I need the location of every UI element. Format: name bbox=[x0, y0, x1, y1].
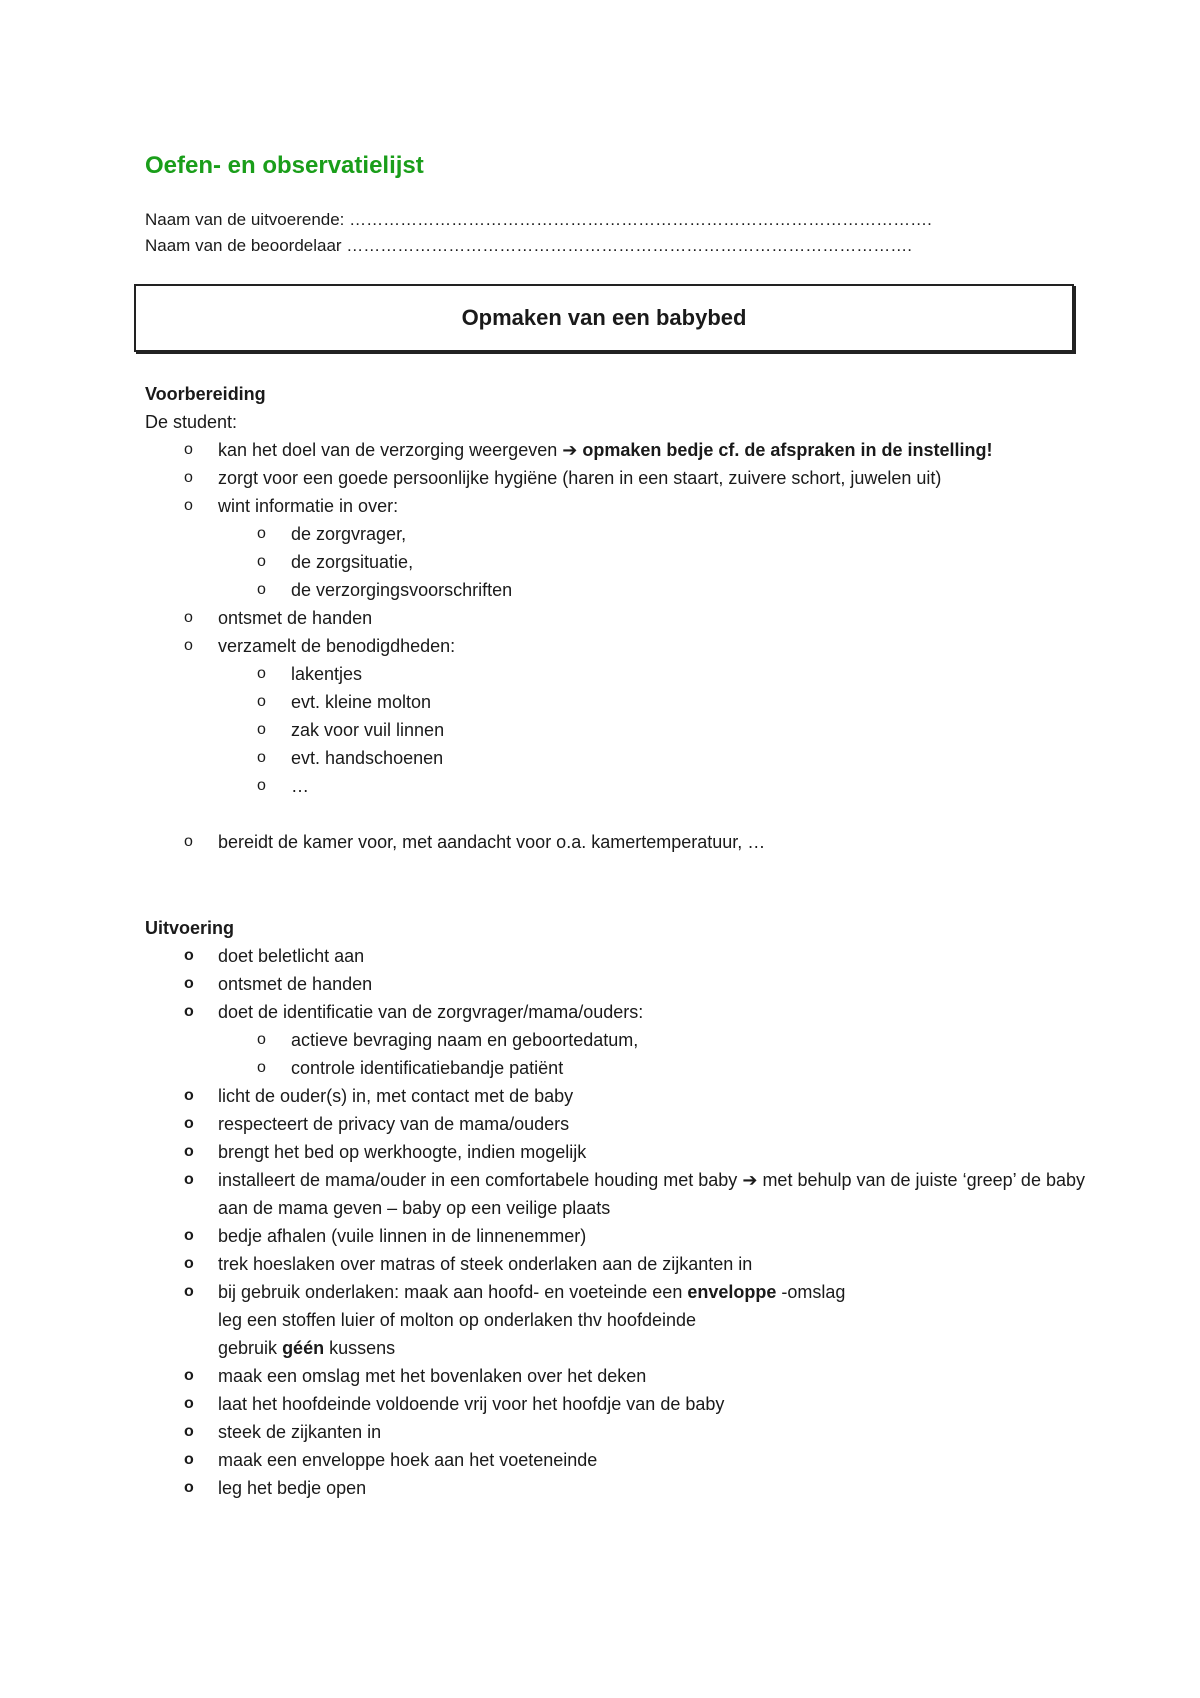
bullet-icon: o bbox=[184, 441, 193, 458]
item-text: bereidt de kamer voor, met aandacht voor o.a. kamertemperatuur, … bbox=[218, 832, 766, 852]
procedure-title: Opmaken van een babybed bbox=[461, 305, 747, 330]
bullet-icon: o bbox=[184, 975, 194, 992]
item-text: actieve bevraging naam en geboortedatum, bbox=[291, 1030, 639, 1050]
list-item bbox=[145, 604, 1085, 632]
item-text: verzamelt de benodigdheden: bbox=[218, 636, 456, 656]
item-text: maak een omslag met het bovenlaken over het deken bbox=[218, 1366, 647, 1386]
bullet-icon: o bbox=[184, 1283, 194, 1300]
item-text: zorgt voor een goede persoonlijke hygiëne (haren in een staart, zuivere schort, juwelen uit) bbox=[218, 468, 942, 488]
bullet-icon: o bbox=[257, 721, 266, 738]
item-text: trek hoeslaken over matras of steek onderlaken aan de zijkanten in bbox=[218, 1254, 753, 1274]
bullet-icon: o bbox=[184, 1479, 194, 1496]
sub-list-item bbox=[145, 660, 1085, 688]
sub-list-item bbox=[145, 576, 1085, 604]
bullet-icon: o bbox=[184, 637, 193, 654]
arrow-right-icon: ➔ bbox=[742, 1170, 758, 1190]
sub-list-item bbox=[145, 1026, 1085, 1054]
bullet-icon: o bbox=[257, 749, 266, 766]
bullet-icon: o bbox=[184, 833, 193, 850]
item-text-line2: leg een stoffen luier of molton op onderlaken thv hoofdeinde bbox=[218, 1310, 697, 1330]
execution-heading: Uitvoering bbox=[145, 918, 235, 938]
bullet-icon: o bbox=[184, 947, 194, 964]
list-item bbox=[145, 1390, 1085, 1418]
item-text: doet de identificatie van de zorgvrager/mama/ouders: bbox=[218, 1002, 644, 1022]
list-item bbox=[145, 828, 1085, 856]
bullet-icon: o bbox=[184, 497, 193, 514]
list-item bbox=[145, 1166, 1085, 1222]
item-text: … bbox=[291, 776, 309, 796]
item-text: installeert de mama/ouder in een comfortabele houding met baby bbox=[218, 1170, 738, 1190]
procedure-title-box bbox=[134, 284, 1074, 352]
item-text: ontsmet de handen bbox=[218, 608, 373, 628]
item-text: controle identificatiebandje patiënt bbox=[291, 1058, 564, 1078]
list-item bbox=[145, 1446, 1085, 1474]
item-text: wint informatie in over: bbox=[218, 496, 399, 516]
bullet-icon: o bbox=[184, 1423, 194, 1440]
item-bold-text: opmaken bedje cf. de afspraken in de instelling! bbox=[582, 440, 993, 460]
item-text-line3: gebruik bbox=[218, 1338, 278, 1358]
item-text: zak voor vuil linnen bbox=[291, 720, 445, 740]
bullet-icon: o bbox=[184, 1115, 194, 1132]
item-text: -omslag bbox=[781, 1282, 846, 1302]
sub-list-item bbox=[145, 1054, 1085, 1082]
item-text: kan het doel van de verzorging weergeven bbox=[218, 440, 558, 460]
bullet-icon: o bbox=[257, 1059, 266, 1076]
sub-list-item bbox=[145, 716, 1085, 744]
preparation-heading: Voorbereiding bbox=[145, 384, 266, 404]
bullet-icon: o bbox=[184, 1171, 194, 1188]
item-text: evt. kleine molton bbox=[291, 692, 432, 712]
item-text: maak een enveloppe hoek aan het voeteneinde bbox=[218, 1450, 598, 1470]
list-item bbox=[145, 1110, 1085, 1138]
preparation-list bbox=[145, 436, 1085, 856]
bullet-icon: o bbox=[257, 777, 266, 794]
item-text: bedje afhalen (vuile linnen in de linnenemmer) bbox=[218, 1226, 587, 1246]
item-text: de verzorgingsvoorschriften bbox=[291, 580, 513, 600]
item-text-continued: met behulp van de juiste ‘greep’ de baby aan de mama geven – baby op een veilige plaats bbox=[218, 1170, 1085, 1218]
item-text: ontsmet de handen bbox=[218, 974, 373, 994]
list-item bbox=[145, 970, 1085, 998]
item-text: respecteert de privacy van de mama/ouders bbox=[218, 1114, 570, 1134]
bullet-icon: o bbox=[257, 581, 266, 598]
list-item bbox=[145, 632, 1085, 660]
list-item bbox=[145, 1418, 1085, 1446]
list-item bbox=[145, 1222, 1085, 1250]
sub-list-item bbox=[145, 548, 1085, 576]
spacer bbox=[145, 800, 1085, 828]
bullet-icon: o bbox=[184, 1451, 194, 1468]
execution-section bbox=[145, 914, 1085, 1502]
item-text-line3-end: kussens bbox=[329, 1338, 396, 1358]
bullet-icon: o bbox=[184, 1255, 194, 1272]
bullet-icon: o bbox=[184, 1227, 194, 1244]
bullet-icon: o bbox=[184, 469, 193, 486]
item-text: de zorgvrager, bbox=[291, 524, 407, 544]
item-bold-text: enveloppe bbox=[687, 1282, 777, 1302]
item-bold-text: géén bbox=[282, 1338, 325, 1358]
item-text: leg het bedje open bbox=[218, 1478, 367, 1498]
sub-list-item bbox=[145, 744, 1085, 772]
list-item bbox=[145, 998, 1085, 1026]
item-text: brengt het bed op werkhoogte, indien mogelijk bbox=[218, 1142, 587, 1162]
preparation-section bbox=[145, 380, 1085, 856]
executor-name-line: Naam van de uitvoerende: …………………………………………………………………………………………. bbox=[145, 210, 932, 229]
list-item bbox=[145, 436, 1085, 464]
bullet-icon: o bbox=[184, 1143, 194, 1160]
sub-list-item bbox=[145, 688, 1085, 716]
bullet-icon: o bbox=[257, 665, 266, 682]
bullet-icon: o bbox=[257, 1031, 266, 1048]
bullet-icon: o bbox=[257, 693, 266, 710]
item-text: lakentjes bbox=[291, 664, 363, 684]
list-item bbox=[145, 492, 1085, 520]
item-text: de zorgsituatie, bbox=[291, 552, 414, 572]
assessor-name-line: Naam van de beoordelaar ………………………………………………………………………………………. bbox=[145, 236, 913, 255]
list-item bbox=[145, 1474, 1085, 1502]
list-item bbox=[145, 1138, 1085, 1166]
list-item bbox=[145, 1362, 1085, 1390]
item-text: laat het hoofdeinde voldoende vrij voor het hoofdje van de baby bbox=[218, 1394, 725, 1414]
list-item bbox=[145, 1250, 1085, 1278]
bullet-icon: o bbox=[257, 553, 266, 570]
sub-list-item bbox=[145, 772, 1085, 800]
bullet-icon: o bbox=[184, 1087, 194, 1104]
document-title: Oefen- en observatielijst bbox=[145, 152, 424, 179]
list-item bbox=[145, 1082, 1085, 1110]
bullet-icon: o bbox=[257, 525, 266, 542]
list-item bbox=[145, 464, 1085, 492]
item-text: evt. handschoenen bbox=[291, 748, 444, 768]
item-text: bij gebruik onderlaken: maak aan hoofd- en voeteinde een bbox=[218, 1282, 683, 1302]
list-item bbox=[145, 1278, 1085, 1362]
item-text: steek de zijkanten in bbox=[218, 1422, 382, 1442]
item-text: licht de ouder(s) in, met contact met de baby bbox=[218, 1086, 574, 1106]
arrow-right-icon: ➔ bbox=[562, 440, 578, 460]
execution-list bbox=[145, 942, 1085, 1502]
bullet-icon: o bbox=[184, 1395, 194, 1412]
bullet-icon: o bbox=[184, 1003, 194, 1020]
item-text: doet beletlicht aan bbox=[218, 946, 365, 966]
preparation-intro: De student: bbox=[145, 412, 238, 432]
bullet-icon: o bbox=[184, 1367, 194, 1384]
sub-list-item bbox=[145, 520, 1085, 548]
list-item bbox=[145, 942, 1085, 970]
bullet-icon: o bbox=[184, 609, 193, 626]
